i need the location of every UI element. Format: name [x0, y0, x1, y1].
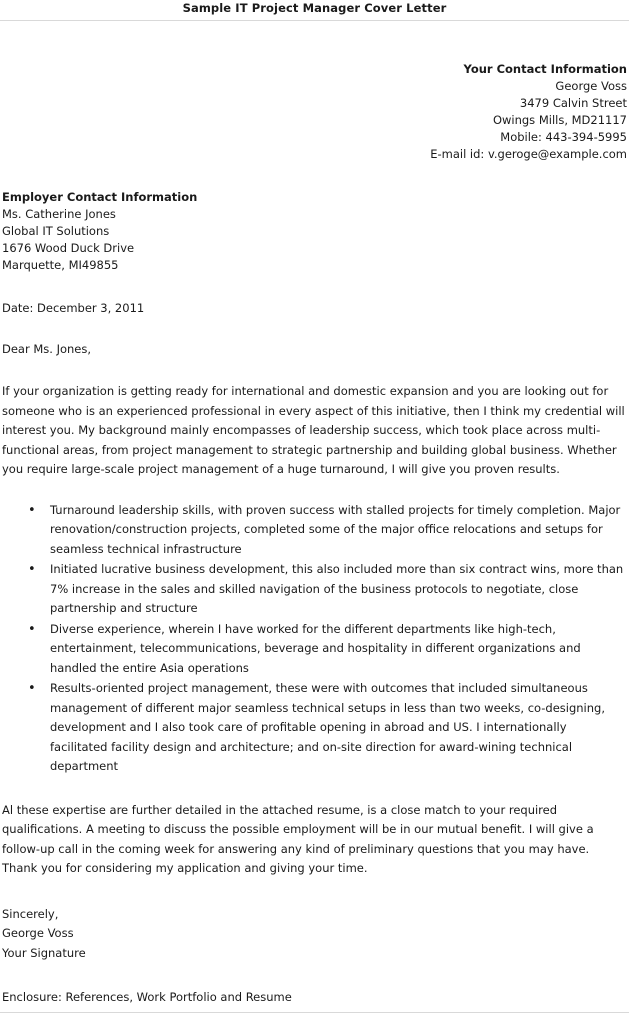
closing-paragraph: Al these expertise are further detailed in the attached resume, is a close match to your required qualifications. A meeting to discuss the possible employment will be in our mutual benefit. I will give a follow-up call in the coming week for answering any kind of preliminary questions that you may have. Thank you for considering my application and giving your time.	[2, 802, 594, 875]
qualifications-list	[2, 501, 627, 777]
sender-line: E-mail id: v.geroge@example.com	[430, 147, 627, 161]
list-item: • Initiated lucrative business development, this also included more than six contract wins, more than 7% increase in the sales and skilled navigation of the business protocols to negotiate, close partnership and structure	[50, 560, 627, 619]
sender-contact-block	[2, 61, 627, 163]
recipient-line: Ms. Catherine Jones	[2, 207, 116, 221]
signoff-line: Your Signature	[2, 945, 86, 960]
list-item: • Turnaround leadership skills, with proven success with stalled projects for timely completion. Major renovation/construction projects, completed some of the major office relocations and setups for seamless technical infrastructure	[50, 501, 627, 560]
signoff-block	[2, 905, 627, 964]
sender-line: Owings Mills, MD21117	[492, 113, 627, 127]
recipient-line: Marquette, MI49855	[2, 258, 119, 272]
list-item: • Results-oriented project management, these were with outcomes that included simultaneous management of different major seamless technical setups in less than two weeks, co-designing, development and I also took care of profitable opening in abroad and US. I internationally facilitated facility design and architecture; and on-site direction for award-wining technical department	[50, 679, 627, 777]
recipient-line: 1676 Wood Duck Drive	[2, 241, 135, 255]
salutation: Dear Ms. Jones,	[2, 342, 92, 356]
enclosure-line: Enclosure: References, Work Portfolio and Resume	[2, 990, 292, 1004]
sender-heading: Your Contact Information	[463, 62, 627, 76]
list-item: • Diverse experience, wherein I have worked for the different departments like high-tech, entertainment, telecommunications, beverage and hospitality in different organizations and handled the entire Asia operations	[50, 620, 627, 679]
signoff-line: George Voss	[2, 926, 74, 940]
recipient-line: Global IT Solutions	[2, 224, 110, 238]
sender-line: George Voss	[555, 79, 627, 93]
sender-line: Mobile: 443-394-5995	[500, 130, 627, 144]
title-divider	[0, 20, 629, 21]
letter-body	[0, 61, 629, 1006]
page-title: Sample IT Project Manager Cover Letter	[182, 1, 447, 15]
signoff-line: Sincerely,	[2, 906, 59, 921]
date-line: Date: December 3, 2011	[2, 301, 145, 315]
recipient-heading: Employer Contact Information	[2, 190, 198, 204]
recipient-contact-block	[2, 189, 627, 274]
sender-line: 3479 Calvin Street	[519, 96, 627, 110]
opening-paragraph: If your organization is getting ready for international and domestic expansion and you are looking out for someone who is an experienced professional in every aspect of this initiative, then I think my credential will interest you. My background mainly encompasses of leadership success, which took place across multi-functional areas, from project management to strategic partnership and building global business. Whether you require large-scale project management of a huge turnaround, I will give you proven results.	[2, 384, 625, 476]
